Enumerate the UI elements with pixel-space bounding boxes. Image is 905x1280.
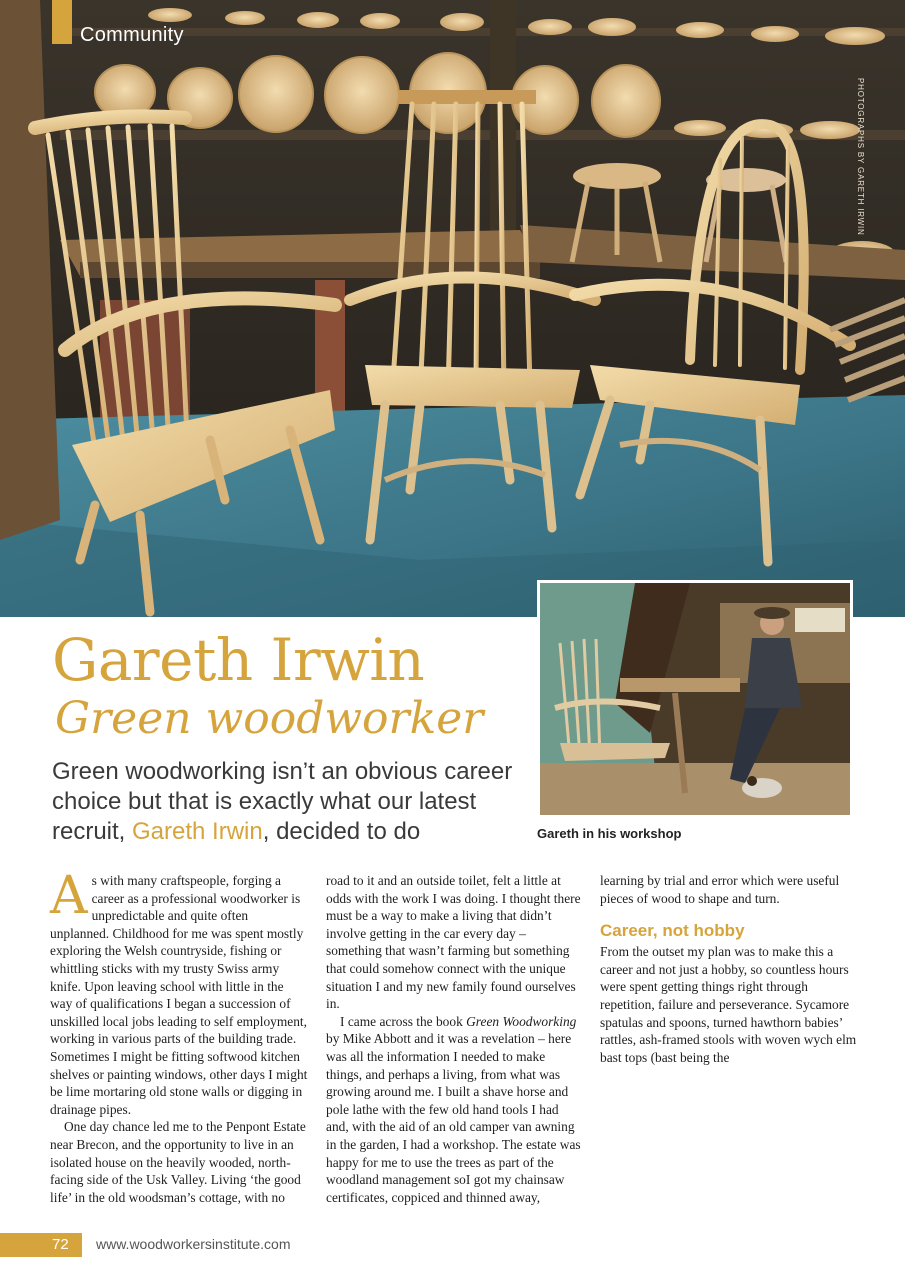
hero-photo	[0, 0, 905, 617]
inset-photo	[537, 580, 853, 818]
article-subtitle: Green woodworker	[55, 693, 484, 744]
paragraph: One day chance led me to the Penpont Estate near Brecon, and the opportunity to live in an isolated house on the heavily wooded, north-facing side of the Usk Valley. Living ‘the good life’ in the old woodsman’s cottage, with no	[50, 1119, 306, 1205]
paragraph: learning by trial and error which were useful pieces of wood to shape and turn.	[600, 873, 840, 906]
page-number: 72	[52, 1236, 69, 1253]
drop-cap: A	[50, 866, 88, 926]
body-column-1	[50, 866, 308, 1206]
section-subhead: Career, not hobby	[600, 921, 745, 941]
section-tab	[52, 0, 72, 44]
folio-bar	[0, 1233, 82, 1257]
paragraph: I came across the book Green Woodworking by Mike Abbott and it was a revelation – here was all the information I needed to make things, and perhaps a living, from what was growing around me. I built a shave horse and pole lathe with the few old hand tools I had and, with the aid of an old camper van awning in the garden, I had a workshop. The estate was happy for me to use the trees as part of the woodland management soI got my chainsaw certificates, coppiced and thinned away,	[326, 1013, 581, 1205]
standfirst-end: , decided to do	[262, 818, 421, 845]
paragraph	[50, 866, 308, 1118]
standfirst-text: Green woodworking isn’t an obvious career choice but that is exactly what our latest recruit,	[52, 758, 513, 845]
photo-credit: PHOTOGRAPHS BY GARETH IRWIN	[856, 78, 865, 236]
standfirst	[52, 757, 522, 847]
footer-url: www.woodworkersinstitute.com	[96, 1236, 291, 1252]
paragraph-text: s with many craftspeople, forging a career as a professional woodworker is unpredictable and quite often unplanned. Childhood for me was spent mostly exploring the Welsh countryside, fishing or whittling sticks with my trusty Swiss army knife. Upon leaving school with little in the way of qualifications I began a succession of unskilled local jobs leading to self employment, working in various parts of the building trade. Sometimes I might be fitting softwood kitchen shelves or painting windows, other days I might be lime mortaring old stone walls or digging in drainage pipes.	[50, 873, 308, 1117]
section-label: Community	[80, 24, 184, 46]
article-title: Gareth Irwin	[52, 626, 425, 694]
paragraph: road to it and an outside toilet, felt a little at odds with the work I was doing. I thought there must be a way to make a living that didn’t involve getting in the car every day – something that wasn’t farming but something that could somehow connect with the unique situation I and my new family found ourselves in.	[326, 873, 581, 1012]
body-column-3	[600, 872, 858, 1066]
body-column-2	[326, 872, 584, 1206]
standfirst-name: Gareth Irwin	[132, 818, 263, 845]
inset-photo-caption: Gareth in his workshop	[537, 826, 682, 841]
paragraph: From the outset my plan was to make this a career and not just a hobby, so countless hours were spent getting things right through repetition, failure and perseverance. Sycamore spatulas and spoons, turned hawthorn babies’ rattles, ash-framed stools with woven wych elm bast tops (bast being the	[600, 944, 857, 1065]
